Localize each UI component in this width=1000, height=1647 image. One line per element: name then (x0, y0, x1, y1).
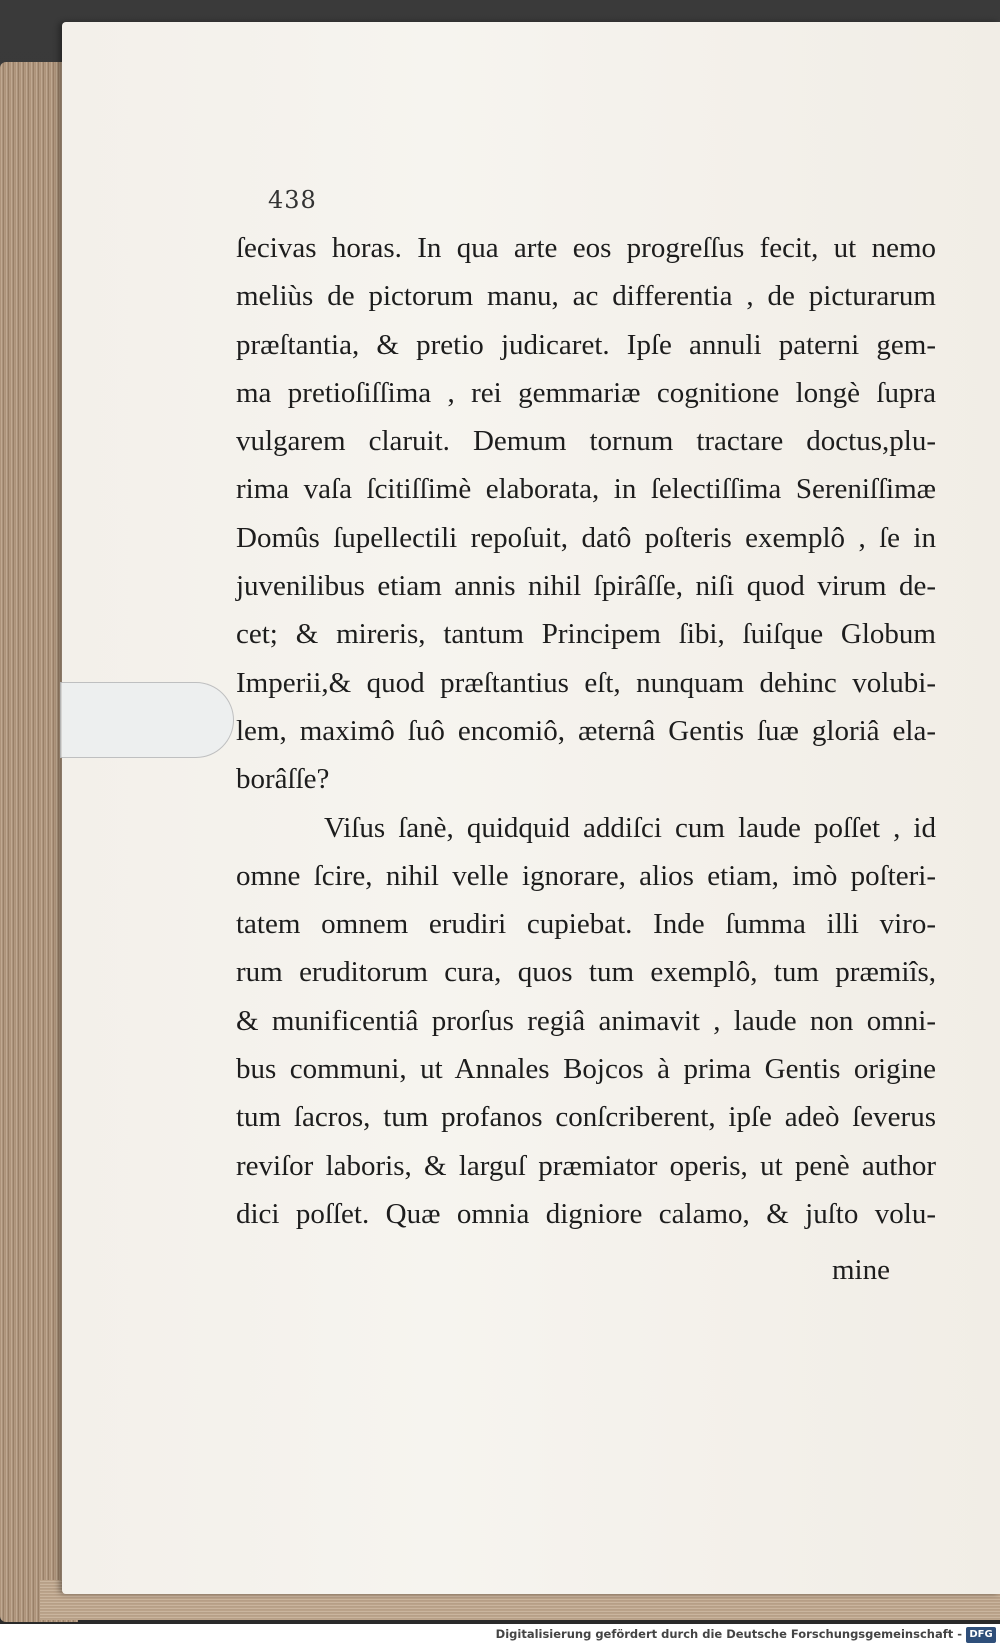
text-line: ma pretioſiſſima , rei gemmariæ cognitione longè ſupra (236, 376, 936, 409)
text-line: & munificentiâ prorſus regiâ animavit , laude non omni- (236, 1004, 936, 1037)
page-number: 438 (268, 186, 317, 214)
paragraph-start-line: Viſus ſanè, quidquid addiſci cum laude poſſet , id (324, 811, 936, 844)
footer-bar (0, 1624, 1000, 1647)
dfg-logo: DFG (966, 1627, 996, 1643)
text-line: dici poſſet. Quæ omnia digniore calamo, & juſto volu- (236, 1197, 936, 1230)
catchword: mine (832, 1254, 890, 1286)
text-line: tum ſacros, tum profanos conſcriberent, ipſe adeò ſeverus (236, 1101, 936, 1134)
text-line: tatem omnem erudiri cupiebat. Inde ſumma illi viro- (236, 908, 936, 941)
text-line: rum eruditorum cura, quos tum exemplô, tum præmiîs, (236, 956, 936, 989)
body-text (236, 224, 936, 1238)
text-line: Domûs ſupellectili repoſuit, datô poſteris exemplô , ſe in (236, 521, 936, 554)
text-line: Imperii,& quod præſtantius eſt, nunquam dehinc volubi- (236, 666, 936, 699)
text-line: rima vaſa ſcitiſſimè elaborata, in ſelectiſſima Sereniſſimæ (236, 473, 936, 506)
bookmark-strip (60, 682, 234, 758)
text-line: præſtantia, & pretio judicaret. Ipſe annuli paterni gem- (236, 328, 936, 361)
text-line: ſecivas horas. In qua arte eos progreſſus fecit, ut nemo (236, 232, 936, 264)
text-line: lem, maximô ſuô encomiô, æternâ Gentis ſuæ gloriâ ela- (236, 714, 936, 747)
text-line: meliùs de pictorum manu, ac differentia , de picturarum (236, 280, 936, 313)
funding-credit: Digitalisierung gefördert durch die Deutsche Forschungsgemeinschaft - (495, 1627, 962, 1641)
text-line: borâſſe? (236, 763, 330, 796)
text-line: vulgarem claruit. Demum tornum tractare doctus,plu- (236, 425, 936, 458)
text-line: bus communi, ut Annales Bojcos à prima Gentis origine (236, 1053, 936, 1086)
text-line: cet; & mireris, tantum Principem ſibi, ſuiſque Globum (236, 618, 936, 651)
text-line: omne ſcire, nihil velle ignorare, alios etiam, imò poſteri- (236, 859, 936, 892)
text-line: juvenilibus etiam annis nihil ſpirâſſe, niſi quod virum de- (236, 570, 936, 603)
text-line: reviſor laboris, & larguſ præmiator operis, ut penè author (236, 1149, 936, 1182)
